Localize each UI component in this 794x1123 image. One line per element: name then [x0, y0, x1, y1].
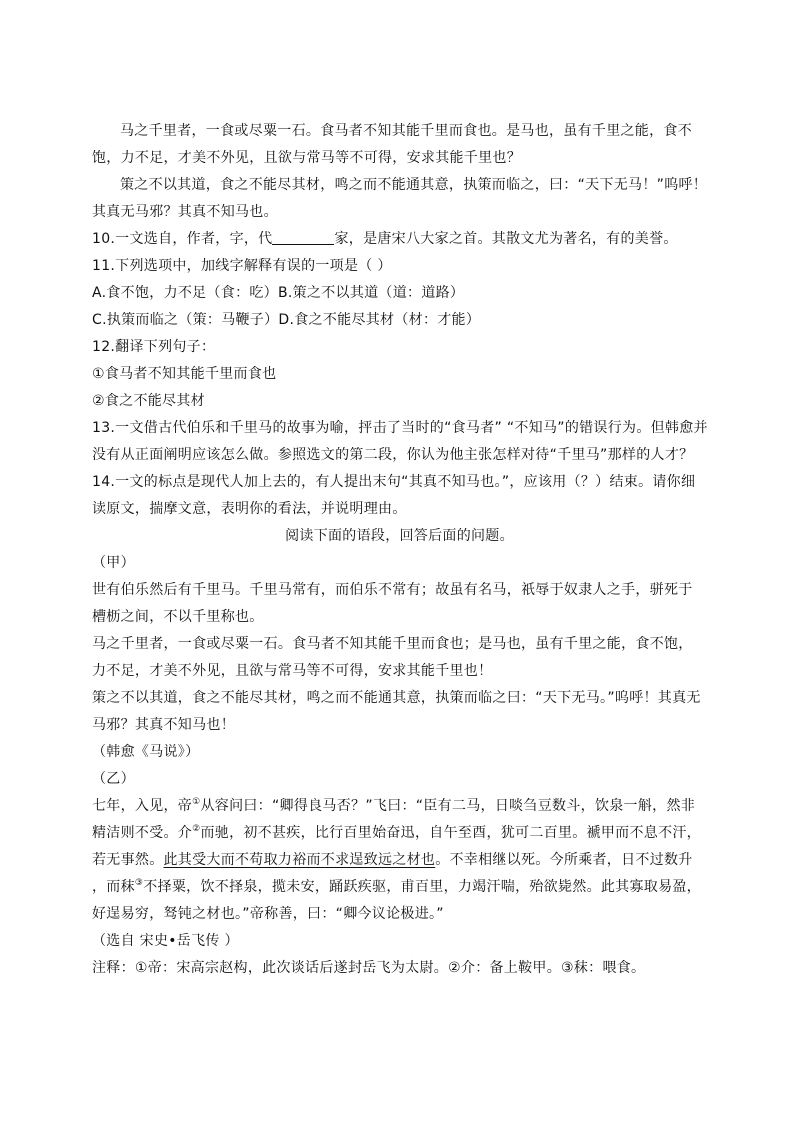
yi-text: 精洁则不受。介 — [92, 825, 193, 841]
jia-line: 世有伯乐然后有千里马。千里马常有，而伯乐不常有；故虽有名马，祇辱于奴隶人之手，骈死于 — [92, 582, 693, 598]
yi-text: 若无事然。 — [92, 852, 164, 868]
section-label-jia: （甲） — [92, 555, 135, 571]
passage-line: 策之不以其道，食之不能尽其材，鸣之而不能通其意，执策而临之，曰：“天下无马！”呜呼！ — [120, 177, 708, 193]
yi-text: 不择粟，饮不择泉，揽未安，踊跃疾驱，甫百里，力竭汗喘，殆欲毙然。此其寡取易盈， — [143, 879, 701, 895]
jia-source: （韩愈《马说》） — [92, 744, 200, 760]
jia-line: 马之千里者，一食或尽粟一石。食马者不知其能千里而食也；是马也，虽有千里之能，食不饱， — [92, 636, 693, 652]
question-10-text-b: 家，是唐宋八大家之首。其散文尤为著名，有的美誉。 — [334, 231, 678, 247]
question-12-item-2: ②食之不能尽其材 — [92, 393, 205, 409]
yi-text: 而驰，初不甚疾，比行百里始奋迅，自午至酉，犹可二百里。褫甲而不息不汗， — [200, 825, 701, 841]
question-10 — [92, 226, 707, 253]
question-12: 12.翻译下列句子： — [92, 339, 216, 355]
note-marker: ① — [192, 797, 201, 807]
yi-text: 从容问曰：“卿得良马否？”飞曰：“臣有二马，日啖刍豆数斗，饮泉一斛，然非 — [200, 798, 696, 814]
question-13-line: 没有从正面阐明应该怎么做。参照选文的第二段，你认为他主张怎样对待“千里马”那样的人才？ — [92, 447, 694, 463]
yi-line — [92, 793, 707, 820]
question-11: 11.下列选项中，加线字解释有误的一项是（ ） — [92, 258, 392, 274]
jia-line: 策之不以其道，食之不能尽其材，鸣之而不能通其意，执策而临之曰：“天下无马。”呜呼！其真无 — [92, 690, 701, 706]
question-11-options-ab: A.食不饱，力不足（食：吃）B.策之不以其道（道：道路） — [92, 285, 465, 301]
question-11-options-cd: C.执策而临之（策：马鞭子）D.食之不能尽其材（材：才能） — [92, 312, 481, 328]
answer-blank[interactable] — [272, 230, 334, 245]
yi-source: （选自 宋史•岳飞传 ） — [92, 933, 239, 949]
question-10-text-a: 10.一文选自，作者，字，代 — [92, 231, 273, 247]
yi-text: 。不幸相继以死。今所乘者，日不过数升 — [435, 852, 693, 868]
underlined-sentence: 此其受大而不苟取力裕而不求逞致远之材也 — [163, 852, 436, 868]
passage-line: 其真无马邪？其真不知马也。 — [92, 204, 278, 220]
document-body — [92, 118, 707, 982]
yi-line — [92, 847, 707, 874]
yi-text: ，而秣 — [92, 879, 135, 895]
question-14-line: 14.一文的标点是现代人加上去的，有人提出末句“其真不知马也。”，应该用（？）结束。请你细 — [92, 474, 696, 490]
question-14-line: 读原文，揣摩文意，表明你的看法，并说明理由。 — [92, 501, 407, 517]
yi-line: 好逞易穷，驽钝之材也。”帝称善，曰：“卿今议论极进。” — [92, 906, 444, 922]
yi-line — [92, 820, 707, 847]
yi-text: 七年，入见，帝 — [92, 798, 193, 814]
jia-line: 力不足，才美不外见，且欲与常马等不可得，安求其能千里也！ — [92, 663, 493, 679]
yi-line — [92, 874, 707, 901]
jia-line: 马邪？其真不知马也！ — [92, 717, 235, 733]
note-marker: ③ — [134, 878, 144, 888]
annotation-notes: 注释：①帝：宋高宗赵构，此次谈话后遂封岳飞为太尉。②介：备上鞍甲。③秣：喂食。 — [92, 960, 646, 976]
passage-line: 饱，力不足，才美不外见，且欲与常马等不可得，安求其能千里也？ — [92, 150, 521, 166]
question-13-line: 13.一文借古代伯乐和千里马的故事为喻，抨击了当时的“食马者” “不知马”的错误行为。但韩愈并 — [92, 420, 708, 436]
jia-line: 槽枥之间，不以千里称也。 — [92, 609, 264, 625]
passage-line: 马之千里者，一食或尽粟一石。食马者不知其能千里而食也。是马也，虽有千里之能，食不 — [120, 123, 692, 139]
section-label-yi: （乙） — [92, 771, 135, 787]
note-marker: ② — [192, 824, 201, 834]
question-12-item-1: ①食马者不知其能千里而食也 — [92, 366, 277, 382]
reading-heading: 阅读下面的语段，回答后面的问题。 — [285, 528, 514, 544]
